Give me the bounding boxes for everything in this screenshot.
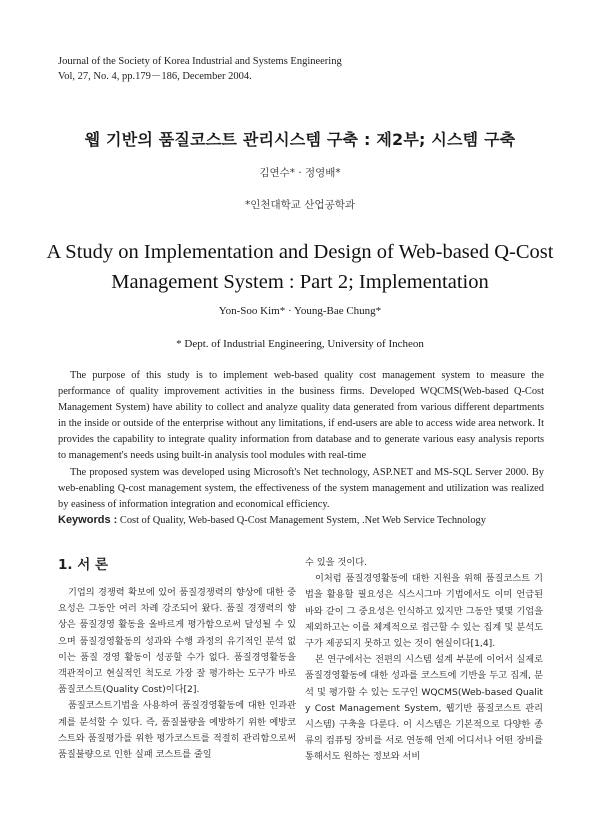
affiliation-korean: *인천대학교 산업공학과 bbox=[244, 199, 356, 211]
keywords-text: Cost of Quality, Web-based Q-Cost Management System, .Net Web Service Technology bbox=[117, 515, 486, 526]
title-english-line1: A Study on Implementation and Design of Web-based Q-Cost bbox=[46, 241, 554, 263]
journal-volume: Vol, 27, No. 4, pp.179－186, December 2004. bbox=[58, 71, 252, 82]
section-heading-introduction: 1. 서 론 bbox=[58, 557, 109, 573]
body-paragraph: 품질코스트기법을 사용하여 품질경영활동에 대한 인과관계를 분석할 수 있다. 즉, 품질불량을 예방하기 위한 예방코스트와 품질평가를 위한 평가코스트를 적절히 관리함으로써 품질불량으로 인한 실패 코스트를 줄일 bbox=[58, 700, 296, 761]
body-column-left bbox=[58, 555, 296, 763]
keywords bbox=[58, 514, 548, 526]
affiliation-english: * Dept. of Industrial Engineering, University of Incheon bbox=[176, 338, 424, 350]
title-english-line2: Management System : Part 2; Implementation bbox=[111, 271, 489, 293]
body-column-right bbox=[305, 555, 543, 766]
body-paragraph: 본 연구에서는 전편의 시스템 설계 부분에 이어서 실제로 품질경영활동에 대한 성과를 코스트에 기반을 두고 집계, 분석 및 평가할 수 있는 도구인 WQCMS(Web-based Quality Cost Management System, 웹기반 품질코스트 관리 시스템) 구축을 다룬다. 이 시스템은 기본적으로 다양한 종류의 컴퓨팅 장비를 서로 연동해 언제 어디서나 어떤 장비를 통해서도 원하는 정보와 서비 bbox=[305, 654, 543, 763]
authors-korean: 김연수* · 정영배* bbox=[259, 167, 341, 179]
journal-name: Journal of the Society of Korea Industrial and Systems Engineering bbox=[58, 56, 342, 67]
keywords-label: Keywords : bbox=[58, 514, 118, 526]
abstract-paragraph-2: The proposed system was developed using Microsoft's Net technology, ASP.NET and MS-SQL Server 2000. By web-enabling Q-cost management system, the effectiveness of the system management and utilization was realized by easiness of information integration and economical efficiency. bbox=[58, 466, 544, 510]
abstract-paragraph-1: The purpose of this study is to implement web-based quality cost management system to measure the performance of quality improvement activities in the business firms. Developed WQCMS(Web-based Q-Cost Management System) have ability to collect and analyze quality data generated from various different departments in the inside or outside of the enterprise without any limitations, if end-users are able to access wide area network. It provides the capability to integrate quality information from database and to generate various easy analysis reports to management's needs using built-in analysis tool modules with real-time bbox=[58, 370, 544, 462]
journal-header bbox=[58, 54, 342, 84]
authors-english: Yon-Soo Kim* · Young-Bae Chung* bbox=[218, 305, 382, 317]
title-english bbox=[20, 237, 580, 297]
body-paragraph: 이처럼 품질경영활동에 대한 지원을 위해 품질코스트 기법을 활용할 필요성은 식스시그마 기법에서도 이미 언급된 바와 같이 그 중요성은 인식하고 있지만 그동안 몇몇 기업을 제외하고는 이를 체계적으로 접근할 수 있는 집계 및 분석도구가 제공되지 못하고 있는 것이 현실이다[1,4]. bbox=[305, 573, 543, 650]
body-paragraph: 기업의 경쟁력 확보에 있어 품질경쟁력의 향상에 대한 중요성은 그동안 여러 차례 강조되어 왔다. 품질 경쟁력의 향상은 품질경영 활동을 올바르게 평가함으로써 달성될 수 있으며 품질경영활동의 성과와 수행 과정의 유기적인 분석 없이는 품질 경영 활동이 성공할 수가 없다. 품질경영활동을 객관적이고 현실적인 척도로 가장 잘 평가하는 도구가 바로 품질코스트(Quality Cost)이다[2]. bbox=[58, 587, 296, 696]
body-paragraph: 수 있을 것이다. bbox=[305, 557, 368, 568]
title-korean: 웹 기반의 품질코스트 관리시스템 구축 : 제2부; 시스템 구축 bbox=[84, 130, 516, 149]
abstract bbox=[58, 368, 544, 513]
